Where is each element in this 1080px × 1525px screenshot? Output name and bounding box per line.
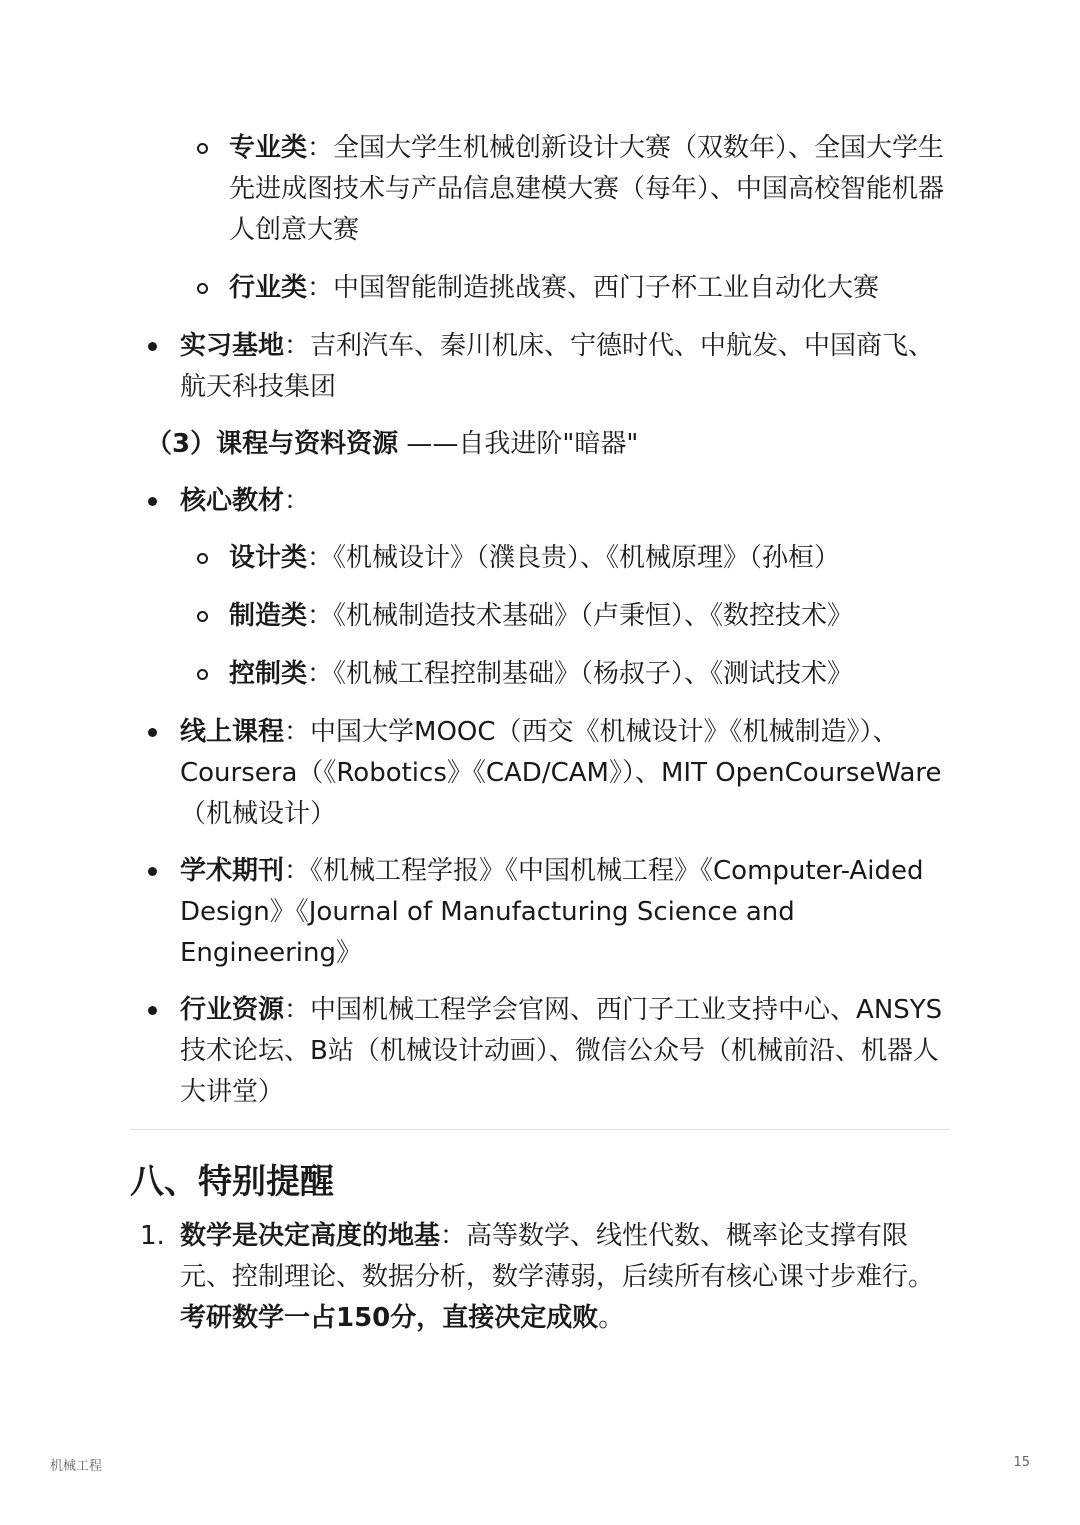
list-item-industry-competition: 行业类：中国智能制造挑战赛、西门子杯工业自动化大赛 (130, 268, 950, 309)
list-item-manufacturing: 制造类：《机械制造技术基础》（卢秉恒）、《数控技术》 (130, 596, 950, 637)
list-item-online-courses: 线上课程：中国大学MOOC（西交《机械设计》《机械制造》）、Coursera（《Robotics》《CAD/CAM》）、MIT OpenCourseWare（机械设计） (130, 712, 950, 835)
section-title: 八、特别提醒 (130, 1162, 334, 1202)
item-number: 1. (140, 1221, 165, 1251)
list-item-control: 控制类：《机械工程控制基础》（杨叔子）、《测试技术》 (130, 654, 950, 695)
circle-bullet-icon (197, 669, 208, 680)
circle-bullet-icon (197, 611, 208, 622)
list-item-professional: 专业类：全国大学生机械创新设计大赛（双数年）、全国大学生先进成图技术与产品信息建模大赛（每年）、中国高校智能机器人创意大赛 (130, 128, 950, 251)
circle-bullet-icon (197, 143, 208, 154)
list-item-industry-resources: 行业资源：中国机械工程学会官网、西门子工业支持中心、ANSYS技术论坛、B站（机械设计动画）、微信公众号（机械前沿、机器人大讲堂） (130, 990, 950, 1113)
page-content (130, 128, 950, 1339)
disc-bullet-icon (148, 497, 157, 506)
footer-title: 机械工程 (50, 1459, 103, 1474)
list-item-design: 设计类：《机械设计》（濮良贵）、《机械原理》（孙桓） (130, 538, 950, 579)
disc-bullet-icon (148, 867, 157, 876)
divider (130, 1129, 950, 1130)
list-item-journals: 学术期刊：《机械工程学报》《中国机械工程》《Computer-Aided Design》《Journal of Manufacturing Science and Engineering》 (130, 851, 950, 974)
circle-bullet-icon (197, 283, 208, 294)
disc-bullet-icon (148, 342, 157, 351)
list-item-internship: 实习基地：吉利汽车、秦川机床、宁德时代、中航发、中国商飞、航天科技集团 (130, 326, 950, 408)
circle-bullet-icon (197, 553, 208, 564)
page-number: 15 (1013, 1455, 1030, 1470)
subheading-resources: （3）课程与资料资源 ——自我进阶"暗器" (146, 429, 639, 459)
ordered-item: 1. 数学是决定高度的地基：高等数学、线性代数、概率论支撑有限元、控制理论、数据分析，数学薄弱，后续所有核心课寸步难行。考研数学一占150分，直接决定成败。 (130, 1216, 950, 1339)
list-item-textbooks: 核心教材： (130, 481, 950, 522)
disc-bullet-icon (148, 728, 157, 737)
disc-bullet-icon (148, 1006, 157, 1015)
